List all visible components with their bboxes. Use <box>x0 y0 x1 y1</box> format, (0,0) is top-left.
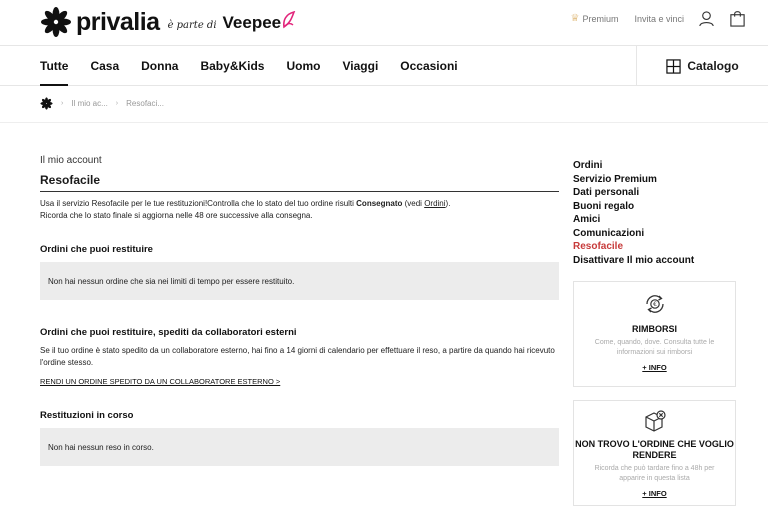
package-search-icon <box>643 409 667 433</box>
refund-coin-icon <box>643 292 667 316</box>
sidebar-item-premium[interactable]: Servizio Premium <box>573 173 657 185</box>
order-not-found-card <box>573 400 736 506</box>
invite-link[interactable]: Invita e vinci <box>634 13 684 24</box>
grid-icon <box>666 59 681 74</box>
returnable-orders-empty: Non hai nessun ordine che sia nei limiti di tempo per essere restituito. <box>40 262 559 300</box>
shopping-bag-icon[interactable] <box>729 10 746 27</box>
section-external-orders-title: Ordini che puoi restituire, spediti da collaboratori esterni <box>40 327 297 338</box>
intro-line2: Ricorda che lo stato finale si aggiorna nelle 48 ore successive alla consegna. <box>40 211 313 220</box>
page-title: Resofacile <box>40 173 559 192</box>
order-not-found-description: Ricorda che può tardare fino a 48h per apparire in questa lista <box>594 465 715 482</box>
main-content <box>40 155 559 466</box>
return-external-order-link[interactable]: RENDI UN ORDINE SPEDITO DA UN COLLABORATORE ESTERNO > <box>40 377 281 386</box>
chevron-right-icon: › <box>61 100 64 107</box>
veepee-butterfly-icon <box>282 11 296 29</box>
premium-label: Premium <box>582 13 619 24</box>
group-brand-name: Veepee <box>222 13 282 32</box>
header-actions <box>570 10 746 27</box>
intro-text: Usa il servizio Resofacile per le tue restituzioni!Controlla che lo stato del tuo ordine risulti Consegnato (vedi Ordini). Ricorda che lo stato finale si aggiorna nelle 48 ore successive alla consegna. <box>40 199 451 220</box>
category-nav <box>0 46 768 86</box>
refunds-info-link[interactable]: + INFO <box>642 363 667 372</box>
breadcrumb-divider <box>0 122 768 123</box>
svg-text:€: € <box>652 301 657 309</box>
refunds-description: Come, quando, dove. Consulta tutte le informazioni sui rimborsi <box>594 339 715 356</box>
section-returns-in-progress-title: Restituzioni in corso <box>40 410 134 421</box>
tab-baby-kids[interactable]: Baby&Kids <box>200 59 265 73</box>
privalia-flower-icon <box>40 6 72 38</box>
tab-casa[interactable]: Casa <box>90 59 120 73</box>
catalog-label: Catalogo <box>687 59 739 73</box>
sidebar-item-friends[interactable]: Amici <box>573 214 601 225</box>
account-sidebar <box>573 159 736 506</box>
sidebar-item-deactivate-account[interactable]: Disattivare Il mio account <box>573 254 695 266</box>
privalia-logo[interactable] <box>40 6 296 38</box>
sidebar-item-gift-vouchers[interactable]: Buoni regalo <box>573 200 635 212</box>
user-icon[interactable] <box>698 10 715 27</box>
catalog-button[interactable] <box>636 46 768 86</box>
sidebar-item-ordini[interactable]: Ordini <box>573 160 603 171</box>
home-flower-icon[interactable] <box>40 97 53 110</box>
tab-viaggi[interactable]: Viaggi <box>342 59 379 73</box>
section-returnable-orders-title: Ordini che puoi restituire <box>40 244 153 255</box>
chevron-right-icon: › <box>115 100 119 107</box>
premium-link[interactable] <box>570 13 618 24</box>
breadcrumb <box>40 97 164 110</box>
tab-tutte[interactable]: Tutte <box>40 46 68 86</box>
breadcrumb-resofacile: Resofaci... <box>126 99 164 108</box>
tab-occasioni[interactable]: Occasioni <box>400 59 458 73</box>
external-orders-text: Se il tuo ordine è stato spedito da un collaboratore esterno, hai fino a 14 giorni di calendario per effettuare il reso, a partire da quando hai ricevuto l'ordine stesso. <box>40 346 555 367</box>
returns-in-progress-empty: Non hai nessun reso in corso. <box>40 428 559 466</box>
tab-uomo[interactable]: Uomo <box>286 59 321 73</box>
account-label: Il mio account <box>40 155 102 166</box>
breadcrumb-account[interactable]: Il mio ac... <box>71 99 108 108</box>
sidebar-item-personal-data[interactable]: Dati personali <box>573 187 640 198</box>
refunds-card <box>573 281 736 387</box>
tab-donna[interactable]: Donna <box>141 59 179 73</box>
site-header <box>0 0 768 46</box>
order-not-found-info-link[interactable]: + INFO <box>642 489 667 498</box>
brand-name: privalia <box>76 7 160 36</box>
status-consegnato: Consegnato <box>356 199 403 208</box>
sidebar-item-communications[interactable]: Comunicazioni <box>573 227 645 239</box>
refunds-title: RIMBORSI <box>632 324 677 334</box>
nav-tabs <box>40 46 480 86</box>
sidebar-item-resofacile[interactable]: Resofacile <box>573 241 624 252</box>
orders-link[interactable]: Ordini <box>424 199 446 208</box>
order-not-found-title: NON TROVO L'ORDINE CHE VOGLIO RENDERE <box>575 439 734 460</box>
premium-crown-icon: ♕ <box>570 13 580 24</box>
brand-part-of: è parte di <box>167 19 217 31</box>
